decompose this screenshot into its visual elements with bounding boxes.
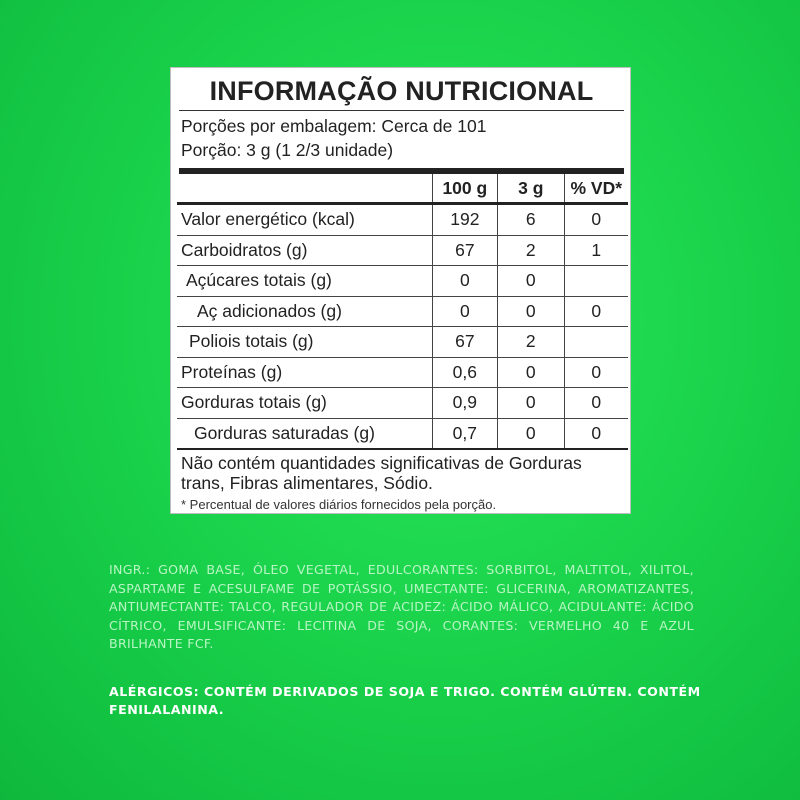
- nutrient-name: Gorduras saturadas (g): [177, 418, 432, 449]
- table-row: [177, 357, 628, 388]
- allergens-text: ALÉRGICOS: CONTÉM DERIVADOS DE SOJA E TRIGO. CONTÉM GLÚTEN. CONTÉM FENILALANINA.: [109, 684, 701, 717]
- value-per-100g: 192: [432, 204, 497, 236]
- value-per-100g: 0,7: [432, 418, 497, 449]
- serving-info: [179, 111, 624, 174]
- nutrition-facts-label: [170, 67, 631, 514]
- table-row: [177, 235, 628, 266]
- value-daily-percent: [564, 327, 628, 358]
- nutrition-facts-content: [177, 72, 626, 513]
- value-per-portion: 0: [497, 296, 564, 327]
- table-row: [177, 296, 628, 327]
- value-per-portion: 2: [497, 235, 564, 266]
- ingredients-text: INGR.: GOMA BASE, ÓLEO VEGETAL, EDULCORANTES: SORBITOL, MALTITOL, XILITOL, ASPARTAME E ACESULFAME DE POTÁSSIO, UMECTANTE: GLICERINA, AROMATIZANTES, ANTIUMECTANTE: TALCO, REGULADOR DE ACIDEZ: ÁCIDO MÁLICO, ACIDULANTE: ÁCIDO CÍTRICO, EMULSIFICANTE: LECITINA DE SOJA, CORANTES: VERMELHO 40 E AZUL BRILHANTE FCF.: [109, 562, 694, 651]
- nutrient-name: Valor energético (kcal): [177, 204, 432, 236]
- serving-size: Porção: 3 g (1 2/3 unidade): [181, 140, 394, 160]
- header-daily-value: % VD*: [564, 174, 628, 204]
- value-per-portion: 0: [497, 266, 564, 297]
- value-per-100g: 0: [432, 266, 497, 297]
- table-header-row: [177, 174, 628, 204]
- nutrient-name: Proteínas (g): [177, 357, 432, 388]
- value-per-portion: 0: [497, 418, 564, 449]
- value-per-portion: 6: [497, 204, 564, 236]
- value-daily-percent: 0: [564, 357, 628, 388]
- table-row: [177, 418, 628, 449]
- table-row: [177, 266, 628, 297]
- nutrition-note: Não contém quantidades significativas de Gorduras trans, Fibras alimentares, Sódio.: [181, 453, 582, 493]
- value-daily-percent: 1: [564, 235, 628, 266]
- value-per-portion: 2: [497, 327, 564, 358]
- value-daily-percent: 0: [564, 388, 628, 419]
- nutrient-name: Carboidratos (g): [177, 235, 432, 266]
- value-daily-percent: 0: [564, 204, 628, 236]
- nutrition-title: INFORMAÇÃO NUTRICIONAL: [179, 72, 624, 111]
- value-per-100g: 0,6: [432, 357, 497, 388]
- nutrient-name: Açúcares totais (g): [177, 266, 432, 297]
- nutrition-footnote: * Percentual de valores diários fornecidos pela porção.: [181, 497, 497, 512]
- header-per-portion: 3 g: [497, 174, 564, 204]
- value-daily-percent: 0: [564, 296, 628, 327]
- table-row: [177, 327, 628, 358]
- value-per-100g: 0: [432, 296, 497, 327]
- value-daily-percent: 0: [564, 418, 628, 449]
- servings-per-package: Porções por embalagem: Cerca de 101: [181, 116, 487, 136]
- value-per-portion: 0: [497, 388, 564, 419]
- value-per-100g: 67: [432, 327, 497, 358]
- nutrient-name: Gorduras totais (g): [177, 388, 432, 419]
- value-per-portion: 0: [497, 357, 564, 388]
- nutrient-name: Aç adicionados (g): [177, 296, 432, 327]
- value-daily-percent: [564, 266, 628, 297]
- header-per-100g: 100 g: [432, 174, 497, 204]
- value-per-100g: 0,9: [432, 388, 497, 419]
- nutrition-table: [177, 174, 628, 450]
- table-row: [177, 388, 628, 419]
- nutrient-name: Poliois totais (g): [177, 327, 432, 358]
- header-nutrient: [177, 174, 432, 204]
- table-row: [177, 204, 628, 236]
- value-per-100g: 67: [432, 235, 497, 266]
